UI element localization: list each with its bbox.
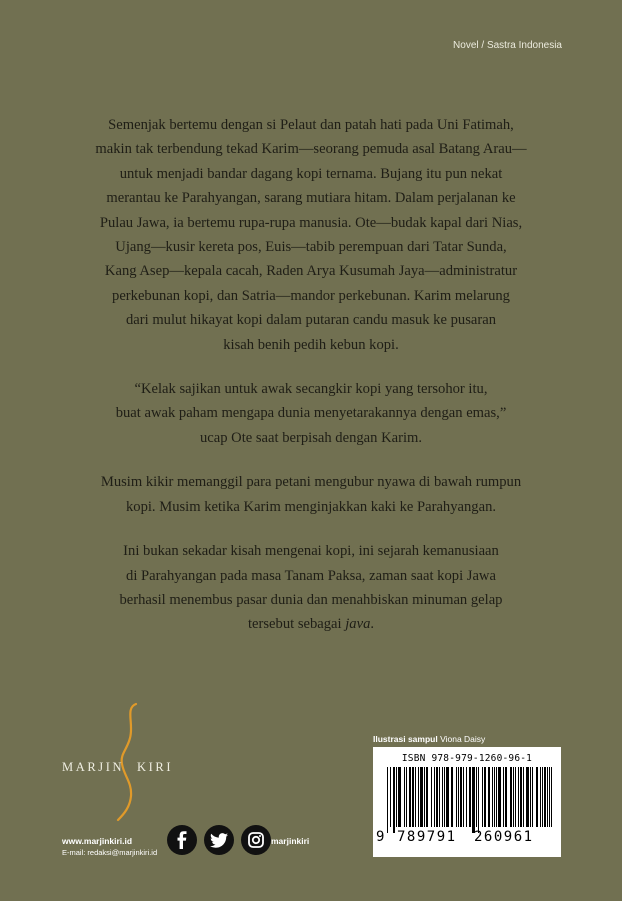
barcode-bar bbox=[549, 767, 550, 827]
blurb-paragraph-4 bbox=[60, 539, 562, 637]
social-handle[interactable]: marjinkiri bbox=[271, 836, 310, 846]
facebook-icon[interactable] bbox=[167, 825, 197, 855]
blurb-line: di Parahyangan pada masa Tanam Paksa, zaman saat kopi Jawa bbox=[126, 567, 496, 584]
barcode-bar bbox=[526, 767, 529, 827]
blurb-line: dari mulut hikayat kopi dalam putaran candu masuk ke pusaran bbox=[125, 312, 496, 329]
barcode-bar bbox=[409, 767, 411, 827]
barcode-bar bbox=[426, 767, 428, 827]
blurb-line: merantau ke Parahyangan, sarang mutiara hitam. Dalam perjalanan ke bbox=[106, 190, 516, 207]
barcode-bar bbox=[505, 767, 507, 827]
barcode-bar bbox=[406, 767, 407, 827]
barcode-bar bbox=[404, 767, 405, 827]
blurb-paragraph-quote bbox=[60, 377, 562, 450]
barcode-bar bbox=[510, 767, 512, 827]
blurb-line: kisah benih pedih kebun kopi. bbox=[223, 336, 399, 353]
barcode-bar bbox=[431, 767, 432, 827]
blurb-line: Musim kikir memanggil para petani mengubur nyawa di bawah rumpun bbox=[100, 474, 522, 491]
barcode-bar bbox=[393, 767, 395, 833]
logo-text-left: MARJIN bbox=[62, 760, 125, 774]
barcode-bar bbox=[496, 767, 497, 827]
barcode-bar bbox=[472, 767, 475, 833]
barcode-bar bbox=[492, 767, 493, 827]
credit-label: Ilustrasi sampul bbox=[373, 734, 438, 744]
barcode-bar bbox=[420, 767, 423, 827]
barcode-bar bbox=[488, 767, 490, 827]
barcode-bar bbox=[415, 767, 416, 827]
barcode-bar bbox=[532, 767, 533, 827]
social-icons bbox=[167, 825, 271, 855]
barcode-digits-left: 789791 bbox=[397, 829, 457, 845]
website-link[interactable]: www.marjinkiri.id bbox=[62, 836, 133, 846]
barcode-bar bbox=[396, 767, 397, 827]
isbn-barcode bbox=[373, 747, 561, 857]
barcode-bar bbox=[439, 767, 440, 827]
blurb-line: Kang Asep—kepala cacah, Raden Arya Kusumah Jaya—administratur bbox=[104, 263, 518, 280]
blurb-line: Ujang—kusir kereta pos, Euis—tabib perempuan dari Tatar Sunda, bbox=[115, 239, 507, 256]
barcode-bar bbox=[390, 767, 391, 827]
barcode-bar bbox=[547, 767, 548, 827]
barcode-bar bbox=[442, 767, 443, 827]
barcode-bar bbox=[551, 767, 552, 827]
blurb-line: Pulau Jawa, ia bertemu rupa-rupa manusia. Ote—budak kapal dari Nias, bbox=[99, 214, 523, 231]
barcode-bar bbox=[460, 767, 462, 827]
genre-label: Novel / Sastra Indonesia bbox=[453, 40, 562, 51]
barcode-bar bbox=[469, 767, 471, 827]
barcode-bar bbox=[503, 767, 504, 827]
cover-credit bbox=[373, 734, 485, 744]
barcode-bar bbox=[484, 767, 486, 827]
barcode-bar bbox=[451, 767, 453, 827]
blurb-line bbox=[60, 612, 562, 636]
blurb-line: Ini bukan sekadar kisah mengenai kopi, ini sejarah kemanusiaan bbox=[123, 543, 499, 560]
logo-text-right: KIRI bbox=[137, 760, 174, 774]
blurb-line: buat awak paham mengapa dunia menyetarakannya dengan emas,” bbox=[115, 405, 507, 422]
barcode-bar bbox=[398, 767, 401, 827]
barcode-bar bbox=[458, 767, 459, 827]
barcode-bar bbox=[434, 767, 435, 827]
blurb-line: kopi. Musim ketika Karim menginjakkan kaki ke Parahyangan. bbox=[125, 498, 497, 515]
barcode-bar bbox=[456, 767, 457, 827]
publisher-contact bbox=[62, 836, 157, 857]
barcode-bar bbox=[515, 767, 516, 827]
barcode-bar bbox=[476, 767, 477, 827]
barcode-bar bbox=[387, 767, 388, 833]
blurb-line: “Kelak sajikan untuk awak secangkir kopi yang tersohor itu, bbox=[134, 381, 488, 398]
barcode-bar bbox=[544, 767, 546, 827]
isbn-label: ISBN 978-979-1260-96-1 bbox=[401, 753, 533, 764]
blurb-text: tersebut sebagai bbox=[247, 616, 346, 633]
barcode-digits-right: 260961 bbox=[474, 829, 534, 845]
barcode-bar bbox=[540, 767, 541, 827]
barcode-bar bbox=[436, 767, 438, 827]
blurb-paragraph-1 bbox=[60, 113, 562, 357]
barcode-bar bbox=[424, 767, 425, 827]
blurb-line: perkebunan kopi, dan Satria—mandor perkebunan. Karim melarung bbox=[112, 287, 510, 304]
barcode-bar bbox=[444, 767, 445, 827]
credit-name: Viona Daisy bbox=[440, 734, 486, 744]
barcode-bar bbox=[412, 767, 414, 827]
barcode-bar bbox=[494, 767, 495, 827]
barcode-bar bbox=[523, 767, 524, 827]
barcode-bar bbox=[478, 767, 479, 833]
email-text: E-mail: redaksi@marjinkiri.id bbox=[62, 848, 158, 857]
publisher-logo bbox=[62, 702, 192, 822]
twitter-icon[interactable] bbox=[204, 825, 234, 855]
barcode-bars bbox=[387, 767, 552, 833]
blurb-line: untuk menjadi bandar dagang kopi ternama. Bujang itu pun nekat bbox=[119, 165, 503, 182]
blurb-paragraph-3 bbox=[60, 470, 562, 519]
back-cover-blurb bbox=[60, 113, 562, 657]
barcode-bar bbox=[513, 767, 514, 827]
barcode-bar bbox=[463, 767, 464, 827]
barcode-bar bbox=[518, 767, 519, 827]
barcode-bar bbox=[520, 767, 522, 827]
barcode-bar bbox=[466, 767, 467, 827]
blurb-line: ucap Ote saat berpisah dengan Karim. bbox=[199, 429, 423, 446]
barcode-bar bbox=[542, 767, 543, 827]
instagram-icon[interactable] bbox=[241, 825, 271, 855]
blurb-line: Semenjak bertemu dengan si Pelaut dan patah hati pada Uni Fatimah, bbox=[108, 117, 514, 133]
barcode-bar bbox=[530, 767, 531, 827]
blurb-line: makin tak terbendung tekad Karim—seorang pemuda asal Batang Arau— bbox=[95, 141, 527, 158]
barcode-bar bbox=[446, 767, 449, 827]
barcode-bar bbox=[418, 767, 419, 827]
barcode-bar bbox=[482, 767, 483, 827]
blurb-italic-word: java bbox=[345, 616, 371, 633]
barcode-bar bbox=[498, 767, 501, 827]
blurb-line: berhasil menembus pasar dunia dan menahbiskan minuman gelap bbox=[119, 591, 503, 608]
barcode-digit-first: 9 bbox=[376, 829, 385, 845]
barcode-bar bbox=[536, 767, 538, 827]
blurb-text: . bbox=[370, 616, 375, 633]
